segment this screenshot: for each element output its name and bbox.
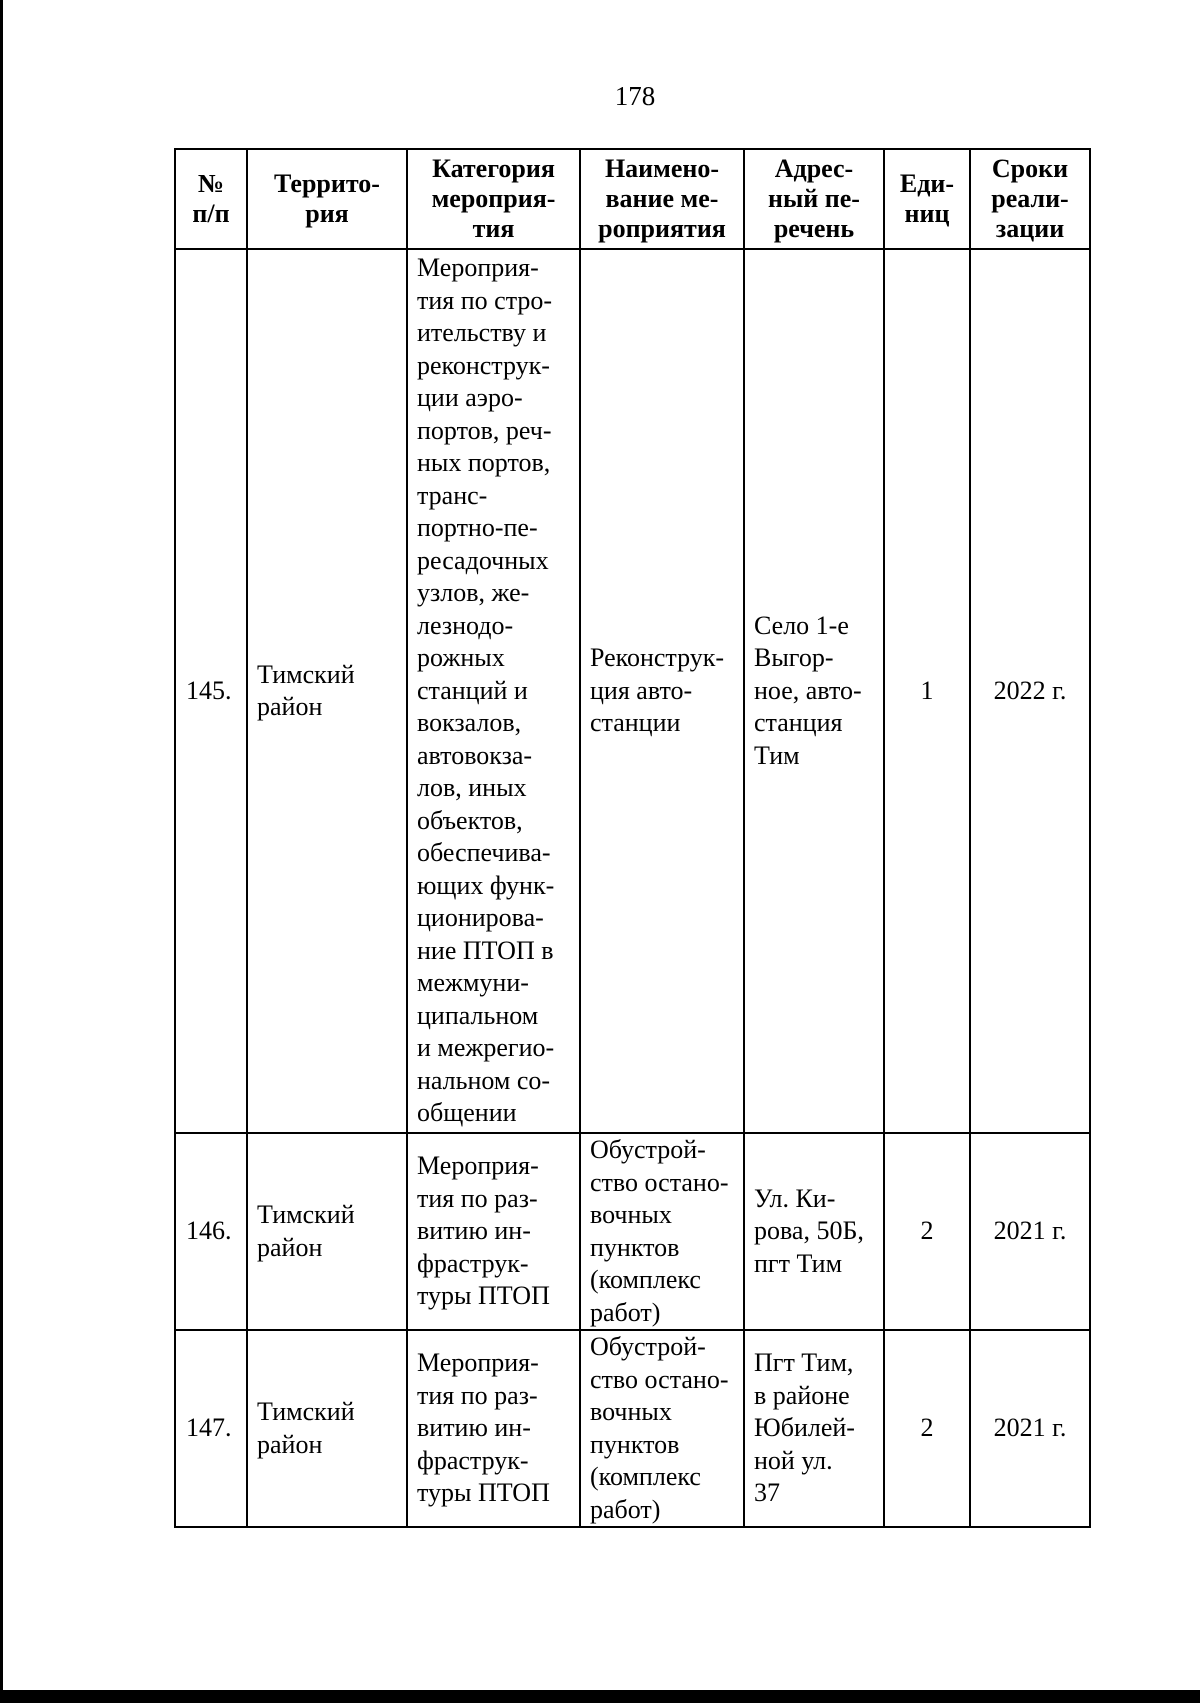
row-units: 2 xyxy=(884,1133,970,1330)
row-num: 146. xyxy=(175,1133,247,1330)
row-num: 147. xyxy=(175,1330,247,1527)
scan-bottom-edge xyxy=(0,1690,1200,1703)
row-territory: Тимский район xyxy=(247,249,407,1133)
header-category: Категория мероприя- тия xyxy=(407,149,580,249)
header-address: Адрес- ный пе- речень xyxy=(744,149,884,249)
row-name: Обустрой- ство остано- вочных пунктов (комплекс работ) xyxy=(580,1330,744,1527)
row-territory: Тимский район xyxy=(247,1133,407,1330)
row-term: 2022 г. xyxy=(970,249,1090,1133)
row-name: Реконструк- ция авто- станции xyxy=(580,249,744,1133)
header-territory: Террито- рия xyxy=(247,149,407,249)
page-number: 178 xyxy=(614,81,656,111)
row-units: 2 xyxy=(884,1330,970,1527)
row-category: Мероприя- тия по раз- витию ин- фраструк- туры ПТОП xyxy=(407,1330,580,1527)
header-term: Сроки реали- зации xyxy=(970,149,1090,249)
row-category: Мероприя- тия по стро- ительству и реконструк- ции аэро- портов, реч- ных портов, транс- портно-пе- ресадочных узлов, же- лезнодо- рожных станций и вокзалов, автовокза- лов, иных объектов, обеспечива- ющих функ- ционирова- ние ПТОП в межмуни- ципальном и межрегио- нальном со- общении xyxy=(407,249,580,1133)
table-row xyxy=(175,249,1090,1133)
row-territory: Тимский район xyxy=(247,1330,407,1527)
measures-table xyxy=(174,148,1091,1528)
scan-left-edge xyxy=(0,0,3,1703)
table-header-row xyxy=(175,149,1090,249)
row-address: Ул. Ки- рова, 50Б, пгт Тим xyxy=(744,1133,884,1330)
row-num: 145. xyxy=(175,249,247,1133)
row-name: Обустрой- ство остано- вочных пунктов (комплекс работ) xyxy=(580,1133,744,1330)
header-name: Наимено- вание ме- роприятия xyxy=(580,149,744,249)
header-units: Еди- ниц xyxy=(884,149,970,249)
row-term: 2021 г. xyxy=(970,1133,1090,1330)
row-address: Село 1-е Выгор- ное, авто- станция Тим xyxy=(744,249,884,1133)
row-address: Пгт Тим, в районе Юбилей- ной ул. 37 xyxy=(744,1330,884,1527)
row-category: Мероприя- тия по раз- витию ин- фраструк- туры ПТОП xyxy=(407,1133,580,1330)
row-units: 1 xyxy=(884,249,970,1133)
table-row xyxy=(175,1133,1090,1330)
table-row xyxy=(175,1330,1090,1527)
row-term: 2021 г. xyxy=(970,1330,1090,1527)
header-num: № п/п xyxy=(175,149,247,249)
